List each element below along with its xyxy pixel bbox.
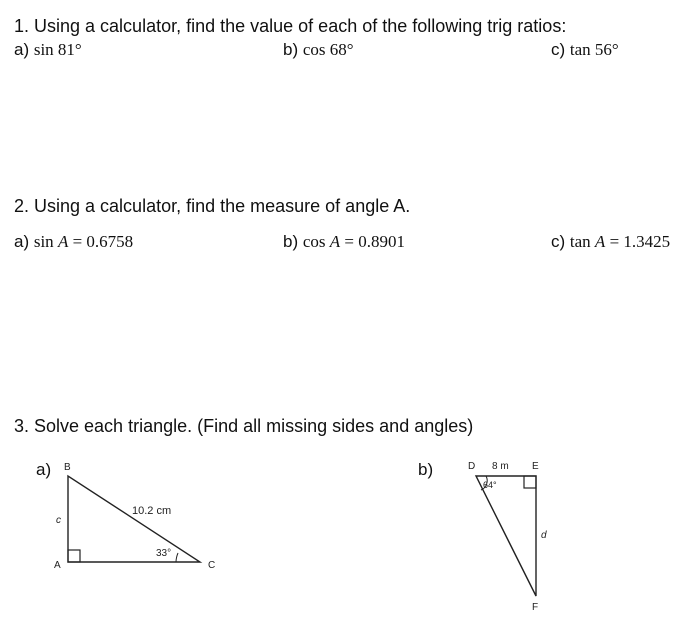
triangle-a-vertex-b: B bbox=[64, 462, 71, 473]
q1-part-b-label: b) bbox=[283, 40, 303, 59]
q2-part-a-var: A bbox=[57, 232, 69, 251]
triangle-a-shape bbox=[68, 476, 200, 562]
q2-part-c-fn: tan bbox=[569, 232, 595, 251]
triangle-a-vertex-a: A bbox=[54, 560, 61, 571]
q1-part-b bbox=[283, 40, 354, 60]
q2-part-a-fn: sin bbox=[33, 232, 58, 251]
triangle-b-figure bbox=[450, 450, 570, 620]
triangle-b-vertex-d: D bbox=[468, 461, 476, 472]
triangle-b-side-d: d bbox=[541, 530, 547, 541]
question-3-text: 3. Solve each triangle. (Find all missing sides and angles) bbox=[14, 416, 474, 436]
triangle-a-right-angle-mark bbox=[68, 550, 80, 562]
q1-part-c bbox=[551, 40, 619, 60]
question-2-text: 2. Using a calculator, find the measure of angle A. bbox=[14, 196, 411, 216]
q2-part-b bbox=[283, 232, 405, 252]
q2-part-c bbox=[551, 232, 670, 252]
triangle-a-angle-c: 33° bbox=[156, 548, 172, 559]
question-1-text: 1. Using a calculator, find the value of each of the following trig ratios: bbox=[14, 16, 567, 36]
triangle-a-figure bbox=[0, 450, 260, 590]
q2-part-b-rhs: = 0.8901 bbox=[340, 232, 405, 251]
q2-part-c-rhs: = 1.3425 bbox=[605, 232, 671, 251]
q2-part-a-label: a) bbox=[14, 232, 34, 251]
triangle-b-vertex-f: F bbox=[532, 602, 539, 613]
triangle-a-part-label: a) bbox=[36, 460, 52, 479]
triangle-b-vertex-e: E bbox=[532, 461, 539, 472]
q2-part-b-label: b) bbox=[283, 232, 303, 251]
q2-part-a bbox=[14, 232, 133, 252]
q2-part-c-var: A bbox=[594, 232, 606, 251]
triangle-b-angle-d: 64° bbox=[483, 480, 497, 490]
q2-part-a-rhs: = 0.6758 bbox=[68, 232, 134, 251]
triangle-b-right-angle-mark bbox=[524, 476, 536, 488]
triangle-b-side-de: 8 m bbox=[492, 461, 509, 472]
triangle-a-vertex-c: C bbox=[208, 560, 216, 571]
q2-part-c-label: c) bbox=[551, 232, 570, 251]
q2-part-b-var: A bbox=[329, 232, 341, 251]
q1-part-b-expr: cos 68° bbox=[302, 40, 354, 59]
q1-part-c-label: c) bbox=[551, 40, 570, 59]
triangle-b-part-label: b) bbox=[418, 460, 434, 479]
q1-part-a-expr: sin 81° bbox=[33, 40, 82, 59]
triangle-b-shape bbox=[476, 476, 536, 596]
q2-part-b-fn: cos bbox=[302, 232, 330, 251]
q1-part-a bbox=[14, 40, 82, 60]
q1-part-a-label: a) bbox=[14, 40, 34, 59]
triangle-a-side-c: c bbox=[56, 515, 61, 526]
triangle-a-angle-arc bbox=[176, 553, 178, 562]
q1-part-c-expr: tan 56° bbox=[569, 40, 619, 59]
triangle-a-hypotenuse-label: 10.2 cm bbox=[132, 505, 172, 517]
